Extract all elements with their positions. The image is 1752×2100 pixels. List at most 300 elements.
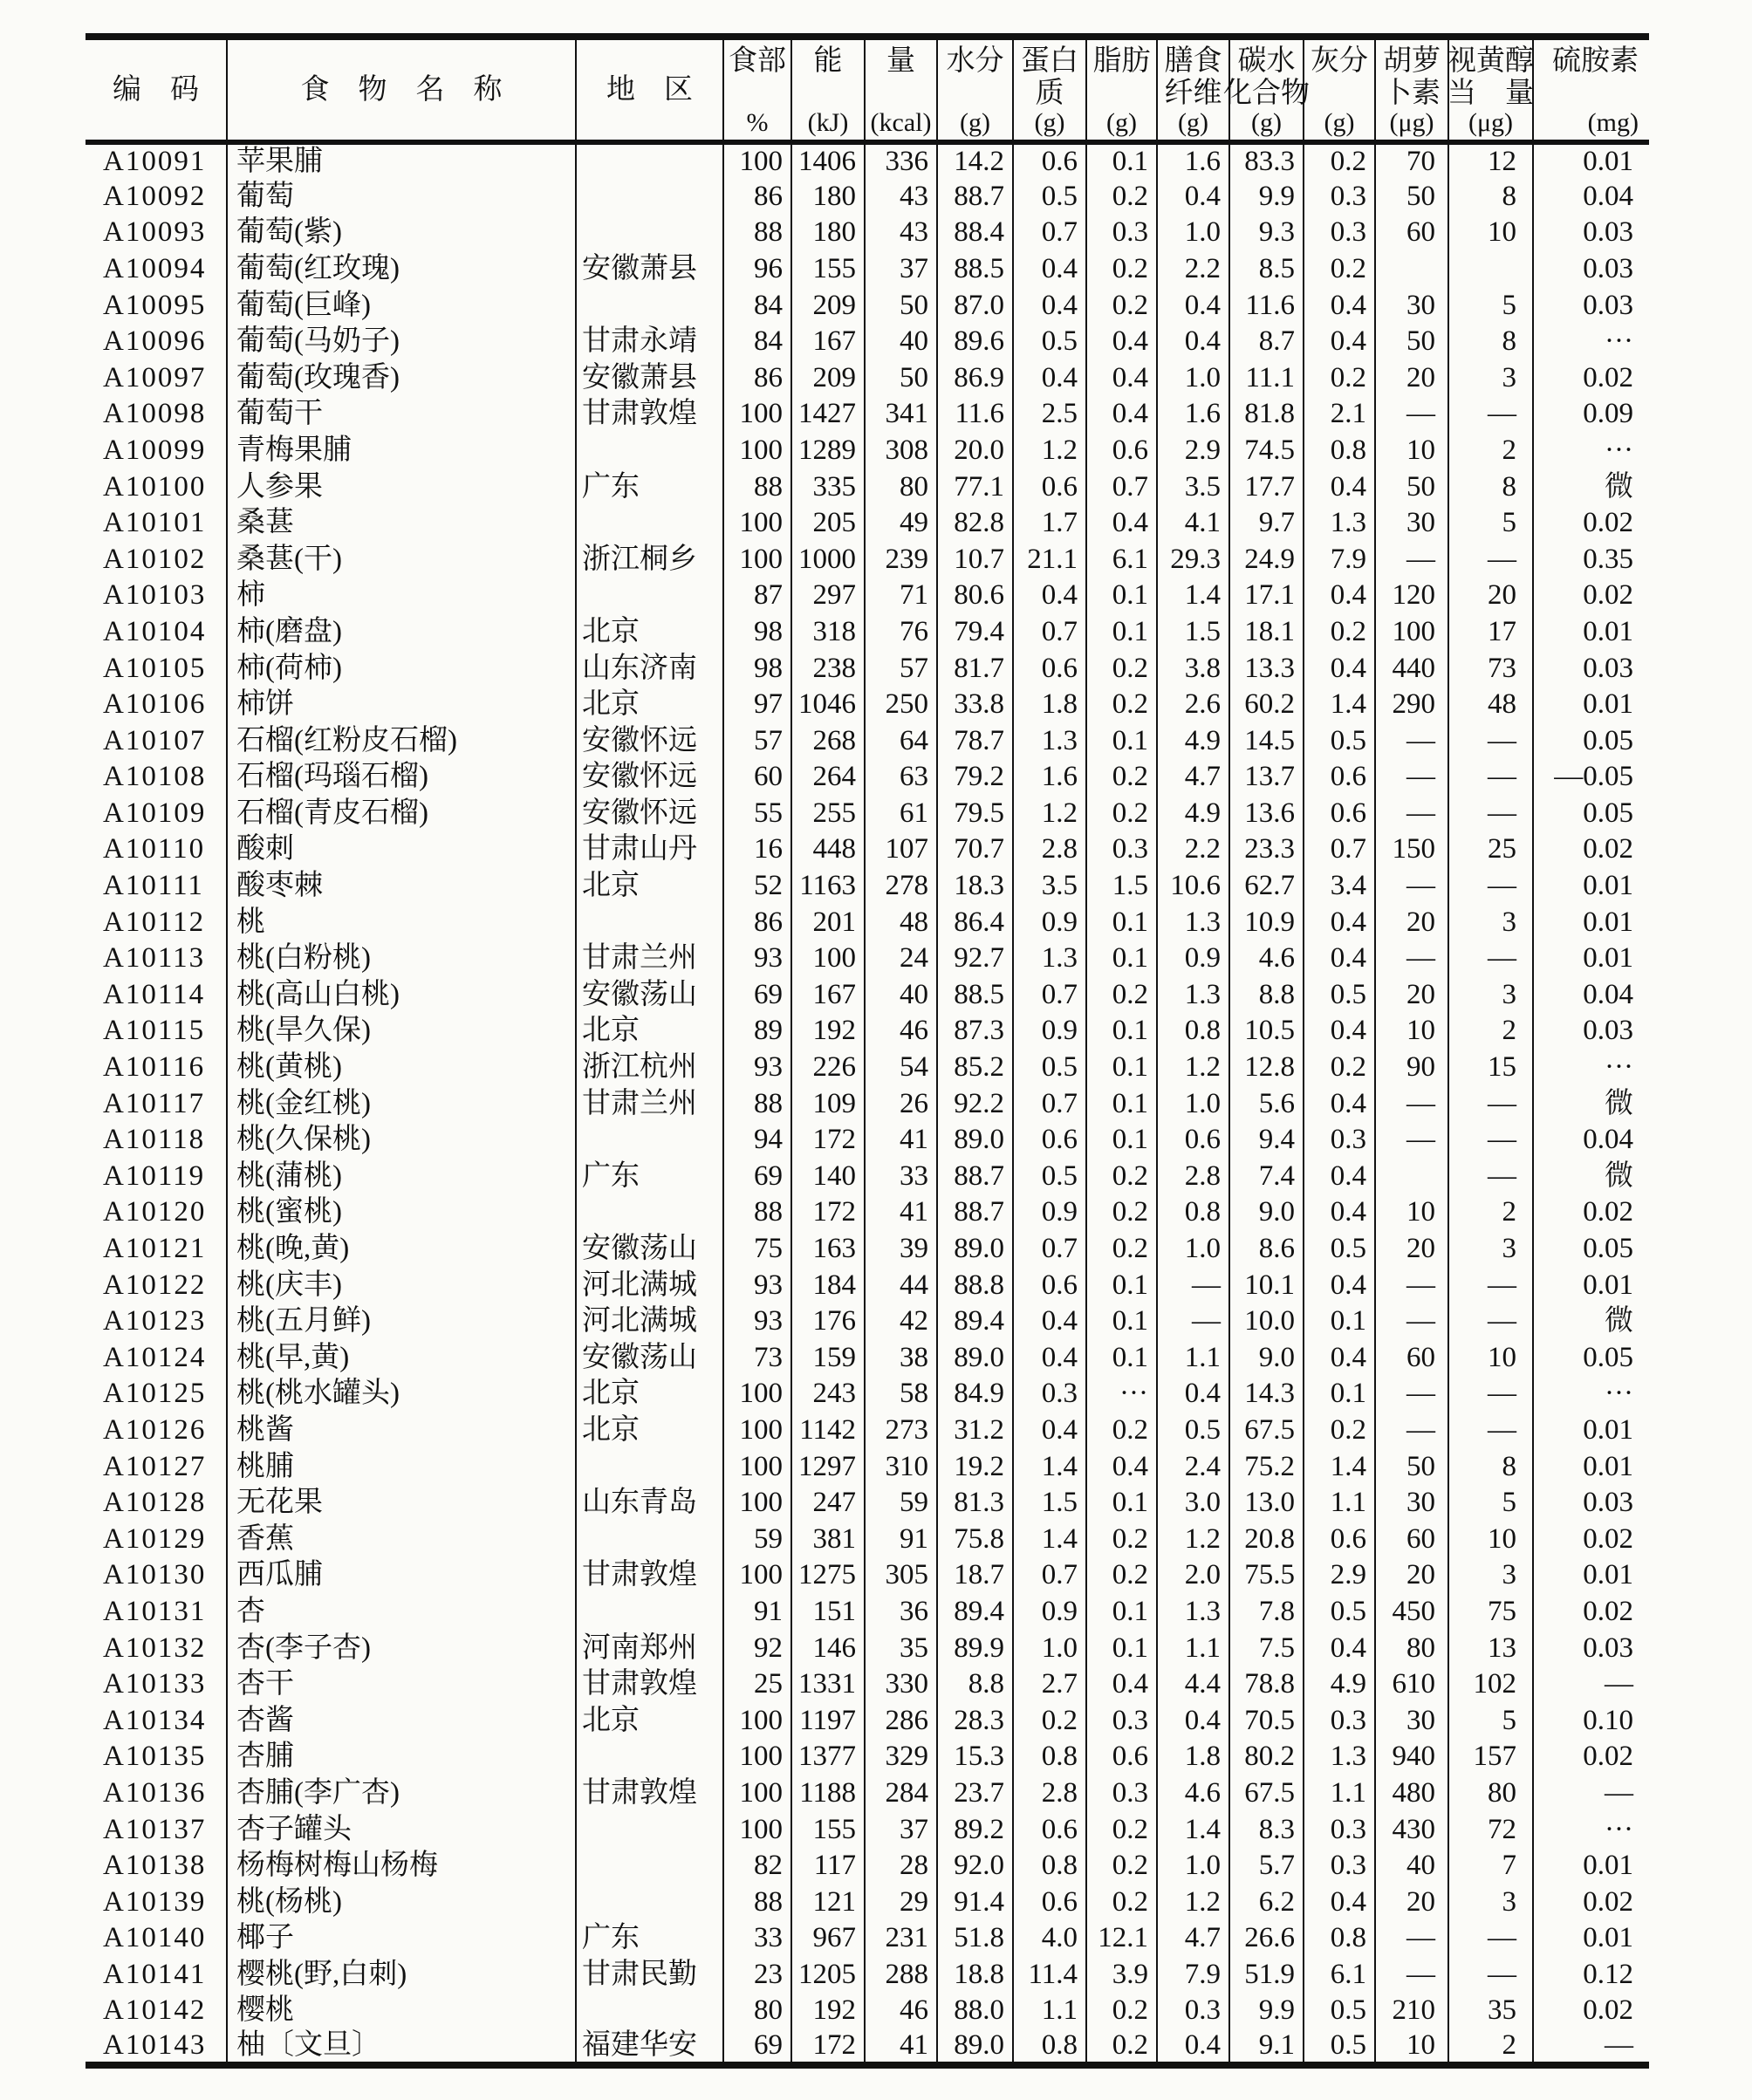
cell-thiamine: 0.01 [1533,614,1649,651]
header-unit: (g) [1178,107,1208,137]
cell-code: A10136 [103,1776,207,1809]
cell-retinol: — [1448,1122,1533,1159]
cell-fiber: 2.2 [1157,251,1229,288]
cell-carb: 10.5 [1229,1013,1304,1050]
cell-energy-kj: 297 [791,578,865,614]
cell-edible: 93 [723,941,791,977]
cell-water: 81.7 [937,650,1013,687]
cell-water: 88.5 [937,977,1013,1014]
cell-fat: 12.1 [1086,1920,1157,1957]
header-label: 蛋白 [1021,45,1078,77]
cell-water: 79.2 [937,759,1013,796]
cell-code: A10106 [103,688,207,721]
cell-energy-kcal: 39 [865,1231,937,1268]
cell-energy-kj: 121 [791,1884,865,1920]
cell-water: 92.2 [937,1085,1013,1122]
cell-energy-kj: 1427 [791,396,865,433]
cell-region: 福建华安 [576,2029,723,2066]
cell-region: 安徽萧县 [576,359,723,396]
cell-carb: 11.6 [1229,287,1304,324]
cell-retinol: 10 [1448,1521,1533,1557]
cell-edible: 86 [723,904,791,941]
header-label: 视黄醇 [1447,45,1534,77]
cell-edible: 55 [723,796,791,832]
cell-code: A10091 [103,145,207,177]
cell-carotene: — [1375,1303,1448,1340]
header-unit: % [746,107,769,137]
cell-edible: 75 [723,1231,791,1268]
cell-retinol: 80 [1448,1775,1533,1812]
column-header-energy-kj [791,37,865,142]
cell-ash: 0.5 [1304,1231,1375,1268]
cell-name: 酸枣棘 [227,868,576,905]
header-label: 硫胺素 [1552,45,1639,77]
table-row [86,1702,1649,1739]
cell-carotene: 940 [1375,1739,1448,1775]
cell-ash: 6.1 [1304,1957,1375,1994]
header-label: 能 [813,45,843,77]
cell-carotene: 90 [1375,1050,1448,1086]
cell-energy-kj: 140 [791,1159,865,1195]
table-row [86,469,1649,505]
cell-code: A10122 [103,1269,207,1301]
cell-retinol: — [1448,759,1533,796]
cell-edible: 82 [723,1848,791,1885]
cell-carb: 10.1 [1229,1267,1304,1303]
cell-energy-kj: 1197 [791,1702,865,1739]
cell-carb: 8.3 [1229,1811,1304,1848]
cell-edible: 100 [723,433,791,469]
cell-carb: 51.9 [1229,1957,1304,1994]
cell-edible: 16 [723,831,791,868]
cell-carotene [1375,1159,1448,1195]
cell-ash: 1.3 [1304,1739,1375,1775]
cell-energy-kj: 163 [791,1231,865,1268]
cell-retinol: 8 [1448,324,1533,360]
header-label: 食 物 名 称 [300,74,503,106]
cell-edible: 88 [723,1884,791,1920]
cell-water: 85.2 [937,1050,1013,1086]
cell-retinol: — [1448,1413,1533,1449]
cell-thiamine: 0.04 [1533,1122,1649,1159]
cell-retinol: 13 [1448,1630,1533,1666]
cell-fat: 0.1 [1086,1050,1157,1086]
header-unit: (g) [1106,107,1137,137]
cell-carotene [1375,251,1448,288]
cell-code: A10126 [103,1413,207,1446]
cell-energy-kj: 209 [791,359,865,396]
cell-protein: 1.3 [1013,941,1086,977]
cell-edible: 100 [723,505,791,542]
cell-name: 葡萄 [227,179,576,215]
cell-fat: 0.3 [1086,215,1157,251]
cell-energy-kcal: 43 [865,179,937,215]
cell-carb: 10.9 [1229,904,1304,941]
cell-energy-kj: 1046 [791,687,865,723]
cell-energy-kj: 205 [791,505,865,542]
cell-retinol: 17 [1448,614,1533,651]
cell-retinol: 8 [1448,1448,1533,1485]
cell-carotene: 10 [1375,1194,1448,1231]
cell-thiamine: 0.02 [1533,1739,1649,1775]
cell-thiamine: 0.01 [1533,1413,1649,1449]
column-header-energy-kcal [865,37,937,142]
table-row [86,1811,1649,1848]
cell-fiber: — [1157,1267,1229,1303]
cell-ash: 0.5 [1304,977,1375,1014]
header-label: 水分 [946,45,1004,77]
cell-name: 杏脯(李广杏) [227,1775,576,1812]
cell-fiber: 4.9 [1157,796,1229,832]
cell-code: A10111 [103,870,204,902]
cell-fat: 0.1 [1086,1085,1157,1122]
cell-protein: 3.5 [1013,868,1086,905]
cell-code: A10114 [103,978,206,1010]
cell-retinol: 48 [1448,687,1533,723]
cell-retinol: 8 [1448,469,1533,505]
cell-retinol: 102 [1448,1666,1533,1703]
cell-carotene: — [1375,722,1448,759]
cell-fat: ··· [1086,1376,1157,1413]
cell-fat: 0.1 [1086,142,1157,179]
cell-code: A10097 [103,361,207,393]
cell-energy-kj: 172 [791,1122,865,1159]
cell-retinol: 157 [1448,1739,1533,1775]
cell-energy-kj: 172 [791,2029,865,2066]
cell-carotene: 30 [1375,1702,1448,1739]
header-row [86,37,1649,142]
cell-energy-kcal: 310 [865,1448,937,1485]
cell-name: 桃(桃水罐头) [227,1376,576,1413]
cell-name: 葡萄(巨峰) [227,287,576,324]
cell-code: A10141 [103,1958,207,1990]
cell-fiber: 4.7 [1157,759,1229,796]
cell-ash: 0.5 [1304,722,1375,759]
cell-fiber: 0.8 [1157,1194,1229,1231]
cell-edible: 86 [723,359,791,396]
cell-edible: 93 [723,1303,791,1340]
cell-ash: 0.5 [1304,1993,1375,2029]
cell-energy-kj: 255 [791,796,865,832]
cell-fiber: 1.1 [1157,1630,1229,1666]
cell-protein: 0.5 [1013,1050,1086,1086]
column-header-water [937,37,1013,142]
cell-energy-kcal: 29 [865,1884,937,1920]
cell-thiamine: ··· [1533,1376,1649,1413]
cell-carotene: 100 [1375,614,1448,651]
cell-region: 广东 [576,469,723,505]
cell-fiber: 0.3 [1157,1993,1229,2029]
table-row [86,1050,1649,1086]
table-row [86,1993,1649,2029]
cell-water: 89.0 [937,2029,1013,2066]
cell-code: A10128 [103,1487,207,1519]
cell-ash: 1.1 [1304,1485,1375,1522]
cell-region: 北京 [576,1413,723,1449]
cell-ash: 0.6 [1304,1521,1375,1557]
cell-edible: 88 [723,1194,791,1231]
cell-energy-kj: 243 [791,1376,865,1413]
cell-name: 桃(久保桃) [227,1122,576,1159]
cell-carotene: 440 [1375,650,1448,687]
cell-name: 桃(旱久保) [227,1013,576,1050]
cell-energy-kcal: 58 [865,1376,937,1413]
cell-ash: 0.4 [1304,1194,1375,1231]
cell-code: A10125 [103,1378,207,1410]
cell-region [576,1521,723,1557]
cell-retinol: 3 [1448,977,1533,1014]
cell-retinol: 3 [1448,1884,1533,1920]
cell-region: 安徽荡山 [576,1231,723,1268]
cell-water: 88.5 [937,251,1013,288]
table-row [86,179,1649,215]
cell-energy-kj: 1205 [791,1957,865,1994]
cell-retinol: 3 [1448,359,1533,396]
cell-water: 86.9 [937,359,1013,396]
cell-water: 87.3 [937,1013,1013,1050]
cell-ash: 0.4 [1304,650,1375,687]
cell-thiamine: 0.12 [1533,1957,1649,1994]
cell-code: A10107 [103,724,207,756]
cell-energy-kcal: 41 [865,2029,937,2066]
cell-name: 桃(蒲桃) [227,1159,576,1195]
cell-fiber: 0.6 [1157,1122,1229,1159]
table-row [86,868,1649,905]
cell-region: 河北满城 [576,1267,723,1303]
cell-carb: 74.5 [1229,433,1304,469]
cell-thiamine: 0.01 [1533,142,1649,179]
cell-thiamine: 0.01 [1533,941,1649,977]
cell-carotene: 210 [1375,1993,1448,2029]
cell-name: 酸刺 [227,831,576,868]
cell-energy-kj: 109 [791,1085,865,1122]
cell-ash: 0.3 [1304,1122,1375,1159]
cell-fiber: 0.9 [1157,941,1229,977]
cell-fiber: 1.3 [1157,977,1229,1014]
cell-energy-kj: 1377 [791,1739,865,1775]
cell-code: A10100 [103,470,207,503]
cell-carb: 20.8 [1229,1521,1304,1557]
cell-name: 桃(白粉桃) [227,941,576,977]
cell-energy-kj: 146 [791,1630,865,1666]
cell-thiamine: ··· [1533,433,1649,469]
cell-fiber: 1.2 [1157,1050,1229,1086]
cell-retinol [1448,251,1533,288]
cell-energy-kcal: 250 [865,687,937,723]
cell-water: 86.4 [937,904,1013,941]
cell-fat: 0.3 [1086,1702,1157,1739]
cell-protein: 0.7 [1013,215,1086,251]
cell-retinol: 2 [1448,1013,1533,1050]
cell-ash: 0.3 [1304,1848,1375,1885]
cell-fiber: 1.3 [1157,1594,1229,1631]
cell-energy-kcal: 273 [865,1413,937,1449]
cell-carb: 11.1 [1229,359,1304,396]
cell-water: 92.7 [937,941,1013,977]
column-header-edible [723,37,791,142]
cell-fat: 0.2 [1086,1811,1157,1848]
cell-protein: 0.3 [1013,1376,1086,1413]
cell-carotene: 290 [1375,687,1448,723]
cell-fiber: 1.3 [1157,904,1229,941]
cell-carb: 9.4 [1229,1122,1304,1159]
cell-thiamine: 0.10 [1533,1702,1649,1739]
cell-protein: 1.1 [1013,1993,1086,2029]
cell-code: A10134 [103,1704,207,1736]
cell-name: 葡萄(玫瑰香) [227,359,576,396]
cell-ash: 0.1 [1304,1303,1375,1340]
cell-code: A10104 [103,615,207,647]
cell-fat: 0.1 [1086,1630,1157,1666]
cell-code: A10131 [103,1595,207,1627]
cell-region: 安徽怀远 [576,759,723,796]
cell-energy-kj: 100 [791,941,865,977]
table-row [86,1194,1649,1231]
cell-carb: 12.8 [1229,1050,1304,1086]
cell-edible: 100 [723,1413,791,1449]
cell-fat: 0.1 [1086,578,1157,614]
cell-carotene: — [1375,1413,1448,1449]
cell-water: 18.7 [937,1557,1013,1594]
cell-name: 桃(黄桃) [227,1050,576,1086]
cell-carotene: — [1375,759,1448,796]
cell-water: 75.8 [937,1521,1013,1557]
cell-edible: 87 [723,578,791,614]
cell-code: A10142 [103,1994,207,2027]
cell-carotene: 60 [1375,1521,1448,1557]
cell-carotene: 120 [1375,578,1448,614]
cell-name: 无花果 [227,1485,576,1522]
cell-carotene: 20 [1375,904,1448,941]
cell-retinol: — [1448,1159,1533,1195]
cell-name: 桃(早,黄) [227,1340,576,1377]
cell-carb: 83.3 [1229,142,1304,179]
food-composition-table [86,33,1649,2069]
cell-water: 82.8 [937,505,1013,542]
cell-fiber: 4.1 [1157,505,1229,542]
cell-fat: 0.2 [1086,650,1157,687]
cell-carotene: 30 [1375,287,1448,324]
cell-fat: 0.2 [1086,1521,1157,1557]
cell-name: 苹果脯 [227,142,576,179]
cell-edible: 100 [723,1811,791,1848]
cell-edible: 57 [723,722,791,759]
cell-name: 桃酱 [227,1413,576,1449]
cell-energy-kcal: 46 [865,1013,937,1050]
cell-edible: 88 [723,215,791,251]
table-row [86,1848,1649,1885]
cell-protein: 0.5 [1013,179,1086,215]
cell-ash: 0.4 [1304,287,1375,324]
cell-retinol: 7 [1448,1848,1533,1885]
cell-fat: 0.4 [1086,1666,1157,1703]
cell-protein: 0.9 [1013,1594,1086,1631]
cell-fat: 0.1 [1086,1122,1157,1159]
cell-retinol: — [1448,941,1533,977]
cell-code: A10132 [103,1631,207,1664]
cell-energy-kcal: 50 [865,287,937,324]
cell-water: 79.5 [937,796,1013,832]
cell-fiber: 1.5 [1157,614,1229,651]
table-row [86,1413,1649,1449]
cell-protein: 1.8 [1013,687,1086,723]
cell-edible: 69 [723,977,791,1014]
cell-energy-kcal: 288 [865,1957,937,1994]
column-header-fiber [1157,37,1229,142]
cell-protein: 0.2 [1013,1702,1086,1739]
cell-edible: 60 [723,759,791,796]
cell-carotene: — [1375,541,1448,578]
cell-name: 柿(荷柿) [227,650,576,687]
cell-retinol: 75 [1448,1594,1533,1631]
cell-energy-kj: 318 [791,614,865,651]
cell-protein: 0.4 [1013,1413,1086,1449]
table-row [86,1159,1649,1195]
cell-retinol: 3 [1448,1231,1533,1268]
cell-ash: 4.9 [1304,1666,1375,1703]
cell-energy-kj: 268 [791,722,865,759]
cell-code: A10098 [103,398,207,430]
cell-name: 柿(磨盘) [227,614,576,651]
header-label: 化合物 [1223,77,1310,109]
cell-carb: 13.6 [1229,796,1304,832]
cell-protein: 1.4 [1013,1521,1086,1557]
header-label: 质 [1035,77,1064,109]
cell-carotene: 40 [1375,1848,1448,1885]
cell-code: A10117 [103,1087,206,1119]
cell-region: 甘肃山丹 [576,831,723,868]
cell-water: 91.4 [937,1884,1013,1920]
cell-retinol: 2 [1448,433,1533,469]
cell-carb: 8.6 [1229,1231,1304,1268]
column-header-thiamine [1533,37,1649,142]
cell-name: 杏干 [227,1666,576,1703]
cell-code: A10140 [103,1922,207,1954]
cell-region: 甘肃敦煌 [576,396,723,433]
cell-water: 89.0 [937,1122,1013,1159]
cell-ash: 0.4 [1304,1085,1375,1122]
cell-energy-kj: 167 [791,324,865,360]
table-row [86,1303,1649,1340]
cell-fat: 6.1 [1086,541,1157,578]
cell-thiamine: 0.01 [1533,1267,1649,1303]
cell-retinol: 15 [1448,1050,1533,1086]
cell-thiamine: 0.05 [1533,1231,1649,1268]
cell-thiamine: 0.01 [1533,904,1649,941]
cell-region: 甘肃敦煌 [576,1557,723,1594]
column-header-name [227,37,576,142]
cell-carotene: 70 [1375,142,1448,179]
cell-protein: 0.5 [1013,324,1086,360]
cell-thiamine: ··· [1533,324,1649,360]
cell-water: 11.6 [937,396,1013,433]
cell-edible: 88 [723,1085,791,1122]
cell-ash: 0.5 [1304,2029,1375,2066]
cell-fat: 0.1 [1086,1013,1157,1050]
cell-name: 柿 [227,578,576,614]
cell-edible: 23 [723,1957,791,1994]
cell-carotene: 10 [1375,2029,1448,2066]
cell-fat: 0.2 [1086,1159,1157,1195]
cell-edible: 69 [723,1159,791,1195]
cell-ash: 1.1 [1304,1775,1375,1812]
cell-thiamine: 0.03 [1533,215,1649,251]
cell-retinol: — [1448,868,1533,905]
cell-ash: 0.7 [1304,831,1375,868]
cell-name: 杏 [227,1594,576,1631]
column-header-protein [1013,37,1086,142]
cell-name: 桃(蜜桃) [227,1194,576,1231]
